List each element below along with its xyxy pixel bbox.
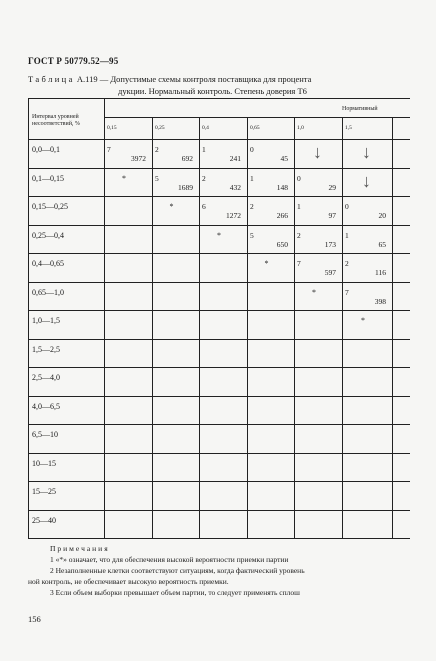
acceptance-number: 5 [250, 230, 254, 240]
sample-size-value: 20 [378, 211, 386, 220]
sample-size-header: 0,4 [202, 125, 209, 131]
interval-label: 0,15—0,25 [32, 202, 68, 211]
row-divider [28, 396, 410, 397]
star-marker: * [361, 316, 365, 325]
header-divider [104, 117, 410, 118]
normative-header: Нормативный [342, 106, 378, 112]
table-caption-line1 [28, 74, 311, 84]
page-number: 156 [28, 614, 41, 624]
row-divider [28, 282, 410, 283]
acceptance-number: 0 [250, 145, 254, 154]
down-arrow-icon: ↓ [362, 170, 371, 191]
table-top-border [28, 98, 410, 99]
row-divider [28, 339, 410, 340]
acceptance-number: 1 [250, 173, 254, 183]
sample-size-value: 1689 [178, 182, 193, 192]
star-marker: * [122, 173, 126, 183]
acceptance-number: 7 [297, 259, 301, 268]
sample-size-header: 0,15 [107, 125, 117, 131]
row-divider [28, 510, 410, 511]
document-header: ГОСТ Р 50779.52—95 [28, 56, 119, 66]
acceptance-number: 2 [297, 230, 301, 240]
sample-size-header: 0,65 [250, 125, 260, 131]
caption-text: Допустимые схемы контроля поставщика для процента [108, 74, 312, 84]
acceptance-number: 7 [345, 287, 349, 297]
down-arrow-icon: ↓ [313, 142, 322, 162]
star-marker: * [169, 202, 174, 211]
acceptance-number: 1 [297, 202, 301, 211]
sample-size-value: 692 [181, 154, 193, 163]
interval-label: 0,65—1,0 [32, 287, 64, 297]
sample-size-value: 116 [375, 268, 386, 277]
sample-size-header: 0,25 [155, 125, 165, 131]
interval-label: 4,0—6,5 [32, 401, 60, 411]
column-divider [152, 117, 153, 538]
interval-label: 0,0—0,1 [32, 145, 60, 154]
sample-size-value: 173 [324, 239, 336, 249]
sample-size-header: 1,5 [345, 125, 352, 131]
acceptance-number: 2 [202, 173, 206, 183]
row-divider [28, 453, 410, 454]
sample-size-value: 97 [328, 211, 336, 220]
sample-size-value: 432 [229, 182, 241, 192]
interval-label: 1,0—1,5 [32, 316, 60, 325]
row-divider [28, 253, 410, 254]
acceptance-number: 7 [107, 145, 111, 154]
acceptance-number: 5 [155, 173, 159, 183]
star-marker: * [312, 287, 316, 297]
acceptance-number: 2 [250, 202, 254, 211]
caption-prefix: Таблица [28, 74, 75, 84]
sample-size-value: 65 [378, 239, 386, 249]
column-divider [392, 117, 393, 538]
sample-size-value: 241 [229, 154, 241, 163]
sample-size-value: 1272 [226, 211, 241, 220]
sample-size-header: 1,0 [297, 125, 304, 131]
note-1: 1 «*» означает, что для обеспечения высокой вероятности приемки партии [50, 555, 289, 564]
acceptance-number: 0 [297, 173, 301, 183]
interval-label: 10—15 [32, 458, 56, 468]
interval-label: 2,5—4,0 [32, 373, 60, 382]
star-marker: * [217, 230, 221, 240]
column-divider [247, 117, 248, 538]
header-bottom-border [28, 139, 410, 140]
acceptance-number: 6 [202, 202, 206, 211]
column-divider [342, 117, 343, 538]
interval-column-header: Интервал уровней несоответствий, % [32, 114, 80, 127]
interval-label: 0,4—0,65 [32, 259, 64, 268]
sample-size-value: 597 [324, 268, 336, 277]
row-divider [28, 538, 410, 539]
note-2-continuation: ной контроль, не обеспечивает высокую вероятность приемки. [28, 577, 229, 586]
column-divider [199, 117, 200, 538]
note-3: 3 Если объем выборки превышает объем партии, то следует применять сплош [50, 588, 300, 597]
sample-size-value: 29 [328, 182, 336, 192]
sample-size-value: 398 [374, 296, 386, 306]
table-left-border [28, 98, 29, 538]
interval-label: 15—25 [32, 487, 56, 496]
row-divider [28, 424, 410, 425]
acceptance-number: 1 [345, 230, 349, 240]
acceptance-number: 2 [345, 259, 349, 268]
column-divider [104, 98, 105, 538]
column-divider [294, 117, 295, 538]
acceptance-number: 0 [345, 202, 349, 211]
row-divider [28, 225, 410, 226]
notes-section [28, 543, 410, 598]
row-divider [28, 481, 410, 482]
down-arrow-icon: ↓ [362, 142, 371, 162]
star-marker: * [264, 259, 269, 268]
sample-size-value: 650 [276, 239, 288, 249]
row-divider [28, 310, 410, 311]
sample-size-value: 45 [280, 154, 288, 163]
interval-label: 1,5—2,5 [32, 344, 60, 354]
acceptance-plans-table [28, 98, 410, 538]
row-divider [28, 168, 410, 169]
interval-label: 25—40 [32, 515, 56, 525]
caption-number: А.119 — [74, 74, 109, 84]
interval-label: 6,5—10 [32, 430, 58, 439]
interval-label: 0,25—0,4 [32, 230, 64, 240]
interval-label: 0,1—0,15 [32, 173, 64, 183]
acceptance-number: 2 [155, 145, 159, 154]
acceptance-number: 1 [202, 145, 206, 154]
sample-size-value: 3972 [131, 154, 146, 163]
table-caption-line2: дукции. Нормальный контроль. Степень доверия Т6 [118, 86, 307, 96]
note-2: 2 Незаполненные клетки соответствуют ситуациям, когда фактический уровень [50, 566, 305, 575]
row-divider [28, 367, 410, 368]
sample-size-value: 148 [276, 182, 288, 192]
notes-title: Примечания [50, 544, 110, 553]
row-divider [28, 196, 410, 197]
sample-size-value: 266 [276, 211, 288, 220]
